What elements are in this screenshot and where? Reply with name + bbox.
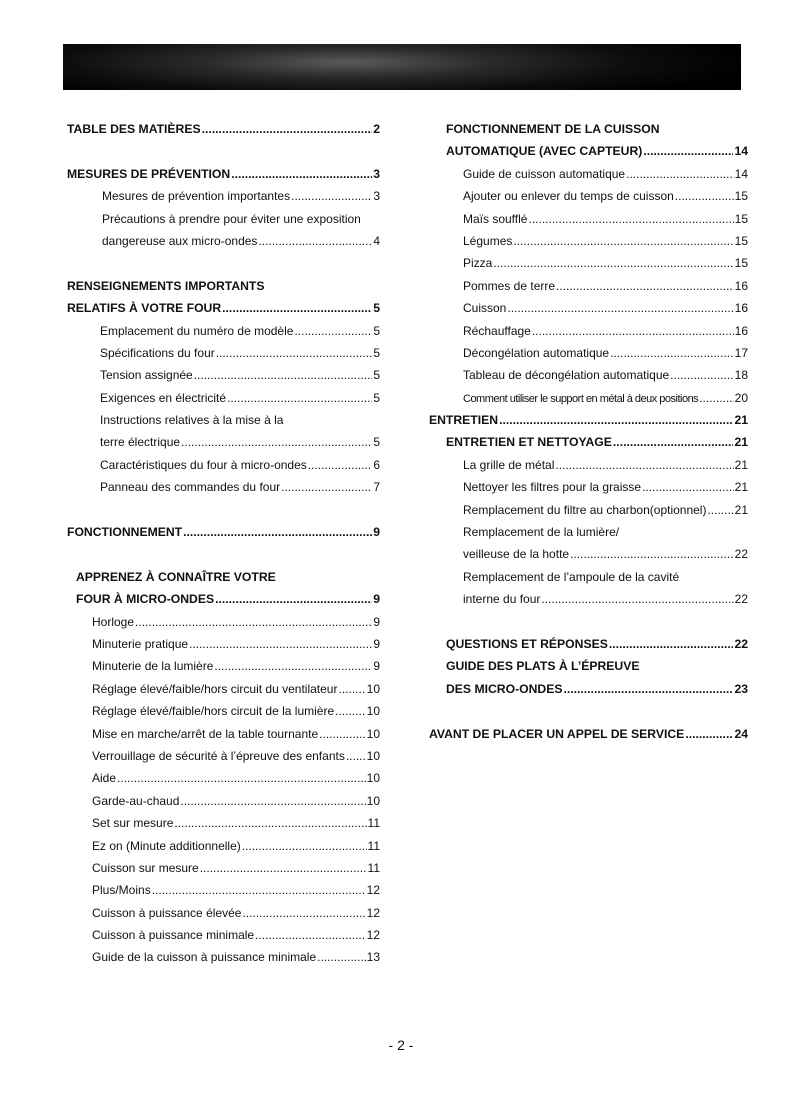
dot-leader — [335, 700, 366, 722]
dot-leader — [202, 118, 373, 140]
toc-entry-title: Cuisson à puissance minimale — [92, 928, 255, 943]
toc-entry[interactable] — [67, 700, 380, 722]
dot-leader — [610, 342, 734, 364]
toc-page-number: 5 — [373, 368, 380, 383]
toc-page-number: 17 — [734, 345, 748, 360]
header-banner — [63, 44, 741, 90]
toc-entry-title: ENTRETIEN ET NETTOYAGE — [446, 435, 612, 450]
toc-page-number: 23 — [734, 681, 748, 696]
toc-entry-title: La grille de métal — [463, 457, 555, 472]
toc-page-number: 15 — [734, 211, 748, 226]
dot-leader — [642, 476, 734, 498]
toc-page-number: 12 — [366, 928, 380, 943]
dot-leader — [613, 431, 734, 453]
toc-page-number: 13 — [366, 950, 380, 965]
toc-entry-title: terre électrique — [100, 435, 181, 450]
toc-entry-title: Guide de cuisson automatique — [463, 166, 626, 181]
toc-entry-title: Ez on (Minute additionnelle) — [92, 838, 241, 853]
toc-entry-title: RENSEIGNEMENTS IMPORTANTS — [67, 278, 265, 293]
toc-page-number: 2 — [373, 122, 380, 136]
spacer — [67, 499, 380, 521]
toc-page-number: 5 — [373, 301, 380, 316]
toc-section-heading[interactable] — [67, 297, 380, 319]
toc-entry[interactable] — [67, 790, 380, 812]
toc-page-number: 16 — [734, 278, 748, 293]
toc-entry-title: Set sur mesure — [92, 816, 174, 831]
toc-entry-title: FONCTIONNEMENT — [67, 525, 183, 540]
toc-page-number: 10 — [366, 726, 380, 741]
toc-entry[interactable] — [67, 633, 380, 655]
toc-entry-title: RELATIFS À VOTRE FOUR — [67, 301, 222, 316]
toc-section-heading[interactable] — [429, 118, 748, 140]
toc-page-number: 16 — [734, 323, 748, 338]
toc-entry[interactable] — [429, 230, 748, 252]
toc-right-column — [429, 118, 748, 745]
dot-leader — [294, 320, 372, 342]
toc-entry[interactable] — [429, 543, 748, 565]
toc-entry-title: Tableau de décongélation automatique — [463, 368, 670, 383]
toc-entry-title: Remplacement de l’ampoule de la cavité — [463, 569, 680, 584]
toc-entry-title: Horloge — [92, 614, 135, 629]
toc-entry-title: Remplacement du filtre au charbon(optionnel) — [463, 502, 707, 517]
toc-entry-title: APPRENEZ À CONNAÎTRE VOTRE — [76, 569, 276, 584]
toc-entry-title: interne du four — [463, 592, 541, 607]
toc-entry-title: ENTRETIEN — [429, 413, 499, 428]
toc-section-heading[interactable] — [67, 588, 380, 610]
dot-leader — [626, 163, 734, 185]
dot-leader — [532, 320, 734, 342]
toc-entry[interactable] — [67, 611, 380, 633]
toc-page-number: 9 — [373, 592, 380, 607]
toc-page-number: 6 — [373, 457, 380, 472]
toc-section-heading[interactable] — [429, 409, 748, 431]
toc-section-heading[interactable] — [67, 521, 380, 543]
toc-entry[interactable] — [429, 163, 748, 185]
toc-entry-title: Ajouter ou enlever du temps de cuisson — [463, 189, 674, 204]
toc-entry[interactable] — [429, 320, 748, 342]
toc-entry-title: Réglage élevé/faible/hors circuit de la lumière — [92, 704, 335, 719]
toc-entry-title: GUIDE DES PLATS À L’ÉPREUVE — [446, 659, 640, 674]
toc-entry[interactable] — [67, 857, 380, 879]
toc-entry[interactable] — [429, 342, 748, 364]
toc-page-number: 10 — [366, 748, 380, 763]
toc-entry-title: AUTOMATIQUE (AVEC CAPTEUR) — [446, 144, 643, 159]
dot-leader — [181, 431, 372, 453]
toc-entry[interactable] — [67, 409, 380, 431]
toc-page-number: 9 — [373, 659, 380, 674]
toc-page-number: 10 — [366, 704, 380, 719]
toc-page-number: 22 — [734, 547, 748, 562]
dot-leader — [242, 902, 365, 924]
toc-entry-title: Maïs soufflé — [463, 211, 528, 226]
toc-entry-title: AVANT DE PLACER UN APPEL DE SERVICE — [429, 726, 685, 741]
dot-leader — [338, 678, 365, 700]
toc-entry-title: Mesures de prévention importantes — [102, 189, 291, 204]
toc-entry-title: dangereuse aux micro-ondes — [102, 233, 258, 248]
spacer — [67, 543, 380, 565]
toc-entry-title: Aide — [92, 771, 117, 786]
toc-section-heading[interactable] — [67, 118, 380, 140]
toc-page-number: 5 — [373, 345, 380, 360]
toc-entry-title: Garde-au-chaud — [92, 793, 180, 808]
dot-leader — [317, 946, 366, 968]
toc-entry[interactable] — [67, 454, 380, 476]
toc-page-number: 3 — [373, 166, 380, 181]
toc-entry[interactable] — [67, 902, 380, 924]
dot-leader — [643, 140, 733, 162]
dot-leader — [215, 588, 372, 610]
dot-leader — [152, 879, 366, 901]
dot-leader — [174, 812, 366, 834]
toc-entry[interactable] — [67, 723, 380, 745]
toc-page-number: 15 — [734, 256, 748, 271]
toc-page-number: 11 — [367, 838, 380, 853]
toc-entry[interactable] — [429, 185, 748, 207]
dot-leader — [194, 364, 373, 386]
toc-page-number: 21 — [734, 457, 748, 472]
spacer — [67, 252, 380, 274]
dot-leader — [499, 409, 733, 431]
dot-leader — [685, 723, 733, 745]
toc-page-number: 14 — [734, 144, 748, 159]
toc-page-number: 14 — [734, 166, 748, 181]
toc-section-heading[interactable] — [429, 678, 748, 700]
toc-section-heading[interactable] — [429, 723, 748, 745]
toc-entry[interactable] — [67, 655, 380, 677]
toc-entry-title: Nettoyer les filtres pour la graisse — [463, 480, 642, 495]
toc-entry[interactable] — [67, 342, 380, 364]
toc-entry-title: Tension assignée — [100, 368, 193, 383]
toc-entry[interactable] — [429, 566, 748, 588]
toc-entry[interactable] — [67, 879, 380, 901]
dot-leader — [183, 521, 372, 543]
toc-entry-title: DES MICRO-ONDES — [446, 681, 563, 696]
toc-entry[interactable] — [67, 476, 380, 498]
toc-page-number: 20 — [734, 390, 748, 405]
toc-entry[interactable] — [67, 924, 380, 946]
toc-entry-title: Emplacement du numéro de modèle — [100, 323, 294, 338]
toc-entry-title: FONCTIONNEMENT DE LA CUISSON — [446, 122, 660, 136]
dot-leader — [699, 387, 733, 409]
toc-entry[interactable] — [67, 185, 380, 207]
toc-entry-title: Guide de la cuisson à puissance minimale — [92, 950, 317, 965]
toc-section-heading[interactable] — [429, 140, 748, 162]
toc-entry-title: Exigences en électricité — [100, 390, 227, 405]
toc-entry-title: MESURES DE PRÉVENTION — [67, 166, 231, 181]
toc-entry[interactable] — [429, 588, 748, 610]
dot-leader — [556, 275, 734, 297]
toc-entry[interactable] — [67, 946, 380, 968]
toc-entry[interactable] — [429, 364, 748, 386]
toc-page-number: 5 — [373, 435, 380, 450]
toc-section-heading[interactable] — [67, 566, 380, 588]
toc-entry[interactable] — [67, 364, 380, 386]
toc-entry-title: Verrouillage de sécurité à l’épreuve des enfants — [92, 748, 345, 763]
toc-page-number: 15 — [734, 233, 748, 248]
toc-section-heading[interactable] — [429, 655, 748, 677]
toc-page-number: 21 — [734, 435, 748, 450]
toc-entry-title: FOUR À MICRO-ONDES — [76, 592, 215, 607]
dot-leader — [255, 924, 366, 946]
dot-leader — [563, 678, 733, 700]
toc-entry-title: Cuisson sur mesure — [92, 860, 199, 875]
toc-entry[interactable] — [429, 499, 748, 521]
toc-section-heading[interactable] — [429, 633, 748, 655]
toc-entry-title: Mise en marche/arrêt de la table tournante — [92, 726, 319, 741]
toc-entry[interactable] — [67, 230, 380, 252]
toc-page-number: 16 — [734, 301, 748, 316]
dot-leader — [214, 655, 372, 677]
dot-leader — [222, 297, 372, 319]
toc-page-number: 12 — [366, 905, 380, 920]
toc-page-number: 4 — [373, 233, 380, 248]
toc-entry[interactable] — [429, 252, 748, 274]
toc-page-number: 10 — [366, 681, 380, 696]
dot-leader — [189, 633, 372, 655]
toc-page-number: 9 — [373, 525, 380, 540]
toc-entry-title: Remplacement de la lumière/ — [463, 525, 620, 540]
dot-leader — [493, 252, 733, 274]
toc-entry-title: Spécifications du four — [100, 345, 215, 360]
toc-section-heading[interactable] — [67, 275, 380, 297]
toc-page-number: 11 — [367, 816, 380, 831]
dot-leader — [570, 543, 734, 565]
toc-entry[interactable] — [429, 208, 748, 230]
toc-section-heading[interactable] — [429, 431, 748, 453]
spacer — [429, 611, 748, 633]
spacer — [429, 700, 748, 722]
toc-entry-title: Légumes — [463, 233, 513, 248]
toc-entry-title: Réchauffage — [463, 323, 531, 338]
toc-page-number: 22 — [734, 636, 748, 651]
toc-page-number: 7 — [373, 480, 380, 495]
toc-entry-title: Pommes de terre — [463, 278, 556, 293]
dot-leader — [507, 297, 733, 319]
toc-page-number: 11 — [367, 860, 380, 875]
dot-leader — [291, 185, 372, 207]
toc-entry-title: Instructions relatives à la mise à la — [100, 413, 284, 428]
toc-entry[interactable] — [429, 275, 748, 297]
toc-entry[interactable] — [67, 745, 380, 767]
toc-entry-title: Cuisson — [463, 301, 507, 316]
toc-page-number: 9 — [373, 614, 380, 629]
dot-leader — [180, 790, 365, 812]
dot-leader — [281, 476, 372, 498]
toc-page-number: 21 — [734, 480, 748, 495]
dot-leader — [541, 588, 733, 610]
toc-page-number: 5 — [373, 323, 380, 338]
toc-page-number: 21 — [734, 502, 748, 517]
toc-entry[interactable] — [67, 320, 380, 342]
toc-page-number: 24 — [734, 726, 748, 741]
toc-entry-title: TABLE DES MATIÈRES — [67, 122, 201, 136]
toc-entry[interactable] — [67, 835, 380, 857]
toc-page-number: 3 — [373, 189, 380, 204]
dot-leader — [609, 633, 734, 655]
toc-entry-title: Minuterie de la lumière — [92, 659, 214, 674]
toc-page-number: 21 — [734, 413, 748, 428]
toc-entry-title: Panneau des commandes du four — [100, 480, 281, 495]
toc-entry[interactable] — [429, 476, 748, 498]
dot-leader — [670, 364, 733, 386]
dot-leader — [227, 387, 372, 409]
toc-page-number: 5 — [373, 390, 380, 405]
toc-entry[interactable] — [429, 521, 748, 543]
dot-leader — [242, 835, 367, 857]
toc-entry-title: Cuisson à puissance élevée — [92, 905, 242, 920]
toc-page-number: 15 — [734, 189, 748, 204]
dot-leader — [707, 499, 733, 521]
dot-leader — [200, 857, 367, 879]
dot-leader — [231, 163, 372, 185]
toc-page-number: 10 — [366, 793, 380, 808]
toc-page-number: 12 — [366, 883, 380, 898]
toc-entry[interactable] — [429, 297, 748, 319]
dot-leader — [117, 767, 366, 789]
toc-entry-title: QUESTIONS ET RÉPONSES — [446, 636, 608, 651]
toc-entry-title: Décongélation automatique — [463, 345, 610, 360]
toc-entry[interactable] — [67, 431, 380, 453]
toc-entry-title: Plus/Moins — [92, 883, 151, 898]
dot-leader — [216, 342, 373, 364]
toc-entry-title: Comment utiliser le support en métal à deux positions — [463, 392, 699, 405]
dot-leader — [513, 230, 733, 252]
dot-leader — [308, 454, 373, 476]
toc-entry-title: Minuterie pratique — [92, 636, 189, 651]
toc-entry-title: Caractéristiques du four à micro-ondes — [100, 457, 307, 472]
toc-left-column — [67, 118, 380, 969]
dot-leader — [528, 208, 733, 230]
toc-entry-title: Réglage élevé/faible/hors circuit du ventilateur — [92, 681, 338, 696]
toc-page-number: 18 — [734, 368, 748, 383]
dot-leader — [258, 230, 372, 252]
page-number: - 2 - — [388, 1037, 414, 1053]
dot-leader — [555, 454, 733, 476]
toc-entry[interactable] — [67, 208, 380, 230]
dot-leader — [675, 185, 734, 207]
toc-page-number: 22 — [734, 592, 748, 607]
toc-entry[interactable] — [67, 812, 380, 834]
toc-entry[interactable] — [429, 454, 748, 476]
toc-entry[interactable] — [67, 767, 380, 789]
toc-entry-title: Précautions à prendre pour éviter une exposition — [102, 211, 361, 226]
toc-section-heading[interactable] — [67, 163, 380, 185]
toc-page-number: 9 — [373, 636, 380, 651]
dot-leader — [319, 723, 366, 745]
dot-leader — [135, 611, 372, 633]
dot-leader — [346, 745, 366, 767]
toc-entry-title: Pizza — [463, 256, 493, 271]
toc-page-number: 10 — [366, 771, 380, 786]
toc-entry[interactable] — [429, 387, 748, 409]
toc-entry-title: veilleuse de la hotte — [463, 547, 570, 562]
spacer — [67, 140, 380, 162]
toc-entry[interactable] — [67, 387, 380, 409]
toc-entry[interactable] — [67, 678, 380, 700]
